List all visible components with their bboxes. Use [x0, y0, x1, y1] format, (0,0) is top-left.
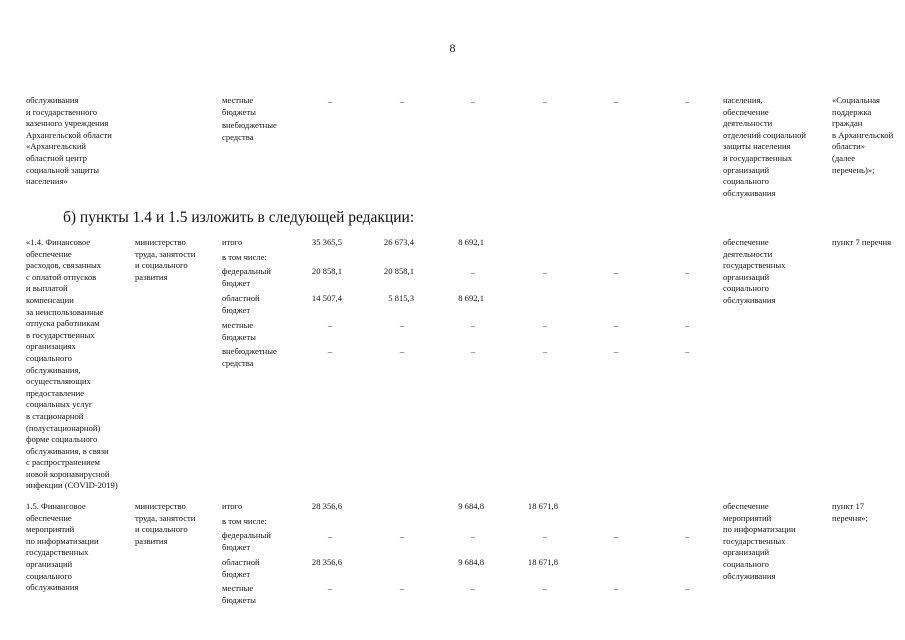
dash: – — [470, 346, 476, 356]
item-1-4-itogo-label: итого — [222, 237, 243, 247]
dash: – — [327, 583, 333, 593]
dash: – — [613, 583, 619, 593]
item-1-5-regional-v1: 28 356,6 — [311, 557, 342, 567]
dash: – — [399, 346, 405, 356]
item-1-5-name: 1.5. Финансовое обеспечение мероприятий по информатизации государственных организаций социального обслуживания — [26, 501, 99, 593]
item-1-5-executor: министерство труда, занятости и социального развития — [135, 501, 196, 546]
item-1-4-regional-label: областной бюджет — [222, 293, 260, 315]
dash: – — [399, 583, 405, 593]
dash: – — [327, 531, 333, 541]
item-1-5-regional-v3: 9 684,8 — [458, 557, 484, 567]
item-1-4-executor: министерство труда, занятости и социального развития — [135, 237, 196, 282]
dash: – — [470, 96, 476, 106]
top-fragment-source-local: местные бюджеты — [222, 95, 256, 117]
item-1-5-regional-label: областной бюджет — [222, 557, 260, 579]
page-number: 8 — [449, 41, 456, 55]
item-1-5-link: пункт 17 перечня»; — [832, 501, 868, 523]
dash: – — [470, 320, 476, 330]
item-1-4-name: «1.4. Финансовое обеспечение расходов, связанных с оплатой отпусков и выплатой компенсации за неиспользованные отпуска работникам в государственных организациях социального обслуживания, осуществляющих предоставление социальных услуг в стационарной (полустационарной) форме социального обслуживания, в связи с распространением новой коронавирусной инфекции (COVID-2019) — [26, 237, 118, 491]
item-1-5-itogo-v4: 18 671,8 — [527, 501, 558, 511]
item-1-4-itogo-v2: 26 673,4 — [383, 237, 414, 247]
dash: – — [613, 267, 619, 277]
item-1-4-extra-label: внебюджетные средства — [222, 346, 277, 368]
dash: – — [542, 346, 548, 356]
dash: – — [542, 96, 548, 106]
dash: – — [327, 96, 333, 106]
item-1-4-regional-v1: 14 507,4 — [311, 293, 342, 303]
item-1-4-regional-v3: 8 692,1 — [458, 293, 484, 303]
dash: – — [613, 531, 619, 541]
top-fragment-source-extra: внебюджетные средства — [222, 120, 277, 142]
dash: – — [399, 531, 405, 541]
dash: – — [613, 346, 619, 356]
top-fragment-link: «Социальная поддержка граждан в Архангельской области» (далее перечень)»; — [832, 95, 894, 175]
dash: – — [684, 346, 690, 356]
item-1-4-itogo-v1: 35 365,5 — [311, 237, 342, 247]
dash: – — [470, 267, 476, 277]
item-1-4-link: пункт 7 перечня — [832, 237, 892, 247]
item-1-5-incl-label: в том числе: — [222, 516, 267, 526]
item-1-4-incl-label: в том числе: — [222, 252, 267, 262]
dash: – — [613, 96, 619, 106]
dash: – — [470, 531, 476, 541]
dash: – — [542, 320, 548, 330]
item-1-5-regional-v4: 18 671,8 — [527, 557, 558, 567]
dash: – — [327, 320, 333, 330]
item-1-4-federal-label: федеральный бюджет — [222, 266, 271, 288]
dash: – — [399, 96, 405, 106]
item-1-4-federal-v2: 20 858,1 — [383, 266, 414, 276]
item-1-5-federal-label: федеральный бюджет — [222, 530, 271, 552]
top-fragment-name: обслуживания и государственного казенного учреждения Архангельской области «Архангельский областной центр социальной защиты населения» — [26, 95, 112, 187]
dash: – — [613, 320, 619, 330]
dash: – — [684, 320, 690, 330]
dash: – — [327, 346, 333, 356]
dash: – — [399, 320, 405, 330]
item-1-4-federal-v1: 20 858,1 — [311, 266, 342, 276]
dash: – — [542, 583, 548, 593]
dash: – — [684, 96, 690, 106]
item-1-5-local-label: местные бюджеты — [222, 583, 256, 605]
item-1-5-outcome: обеспечение мероприятий по информатизации государственных организаций социального обслуживания — [723, 501, 796, 581]
item-1-5-itogo-label: итого — [222, 501, 243, 511]
item-1-5-itogo-v3: 9 684,8 — [458, 501, 484, 511]
top-fragment-outcome: населения, обеспечение деятельности отделений социальной защиты населения и государственных организаций социального обслуживания — [723, 95, 806, 198]
dash: – — [684, 531, 690, 541]
dash: – — [470, 583, 476, 593]
dash: – — [684, 583, 690, 593]
dash: – — [684, 267, 690, 277]
item-1-4-regional-v2: 5 815,3 — [388, 293, 414, 303]
item-1-5-itogo-v1: 28 356,6 — [311, 501, 342, 511]
item-1-4-outcome: обеспечение деятельности государственных организаций социального обслуживания — [723, 237, 786, 305]
item-1-4-itogo-v3: 8 692,1 — [458, 237, 484, 247]
dash: – — [542, 531, 548, 541]
dash: – — [542, 267, 548, 277]
section-heading: б) пункты 1.4 и 1.5 изложить в следующей редакции: — [63, 209, 415, 226]
item-1-4-local-label: местные бюджеты — [222, 320, 256, 342]
